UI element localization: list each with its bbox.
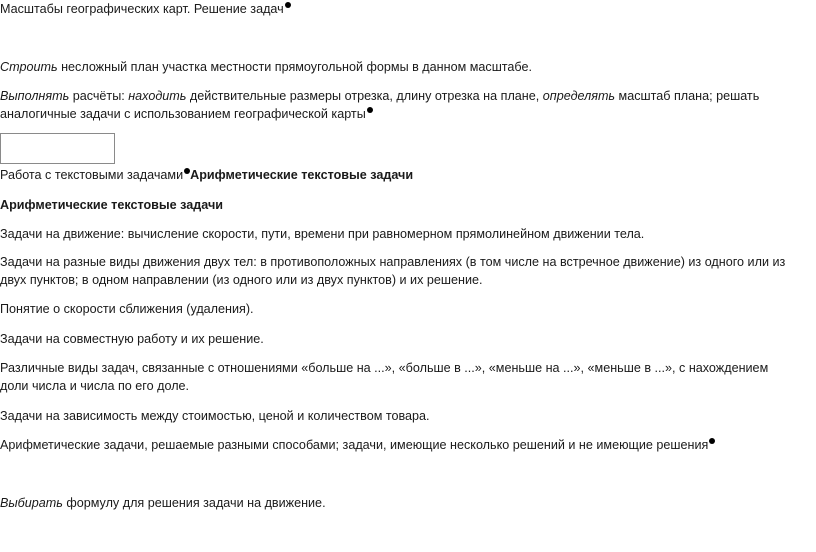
list-item: Задачи на совместную работу и их решение. bbox=[0, 332, 264, 346]
paragraph-choose-formula: Выбирать формулу для решения задачи на движение. bbox=[0, 496, 326, 510]
action-verb: Выполнять bbox=[0, 89, 70, 103]
list-item: Задачи на зависимость между стоимостью, ценой и количеством товара. bbox=[0, 409, 430, 423]
list-item: Задачи на движение: вычисление скорости, пути, времени при равномерном прямолинейном движении тела. bbox=[0, 227, 645, 241]
paragraph-calculations: Выполнять расчёты: находить действительные размеры отрезка, длину отрезка на плане, определять масштаб плана; решать аналогичные задачи с использованием географической карты bbox=[0, 89, 760, 121]
bullet-dot-icon bbox=[367, 107, 373, 113]
bullet-dot-icon bbox=[709, 438, 715, 444]
list-item: Понятие о скорости сближения (удаления). bbox=[0, 302, 254, 316]
list-item: Задачи на разные виды движения двух тел: в противоположных направлениях (в том числе на встречное движение) из одного или из двух пунктов; в одном направлении (из одного или из двух пунктов) и их решение. bbox=[0, 255, 786, 287]
list-item: Различные виды задач, связанные с отношениями «больше на ...», «больше в ...», «меньше на ...», «меньше в ...», с нахождением доли числа и числа по его доле. bbox=[0, 361, 769, 393]
empty-cell-box bbox=[0, 133, 115, 164]
action-verb: Выбирать bbox=[0, 496, 63, 510]
paragraph-build-plan: Строить несложный план участка местности прямоугольной формы в данном масштабе. bbox=[0, 60, 533, 74]
bullet-dot-icon bbox=[285, 2, 291, 8]
section-heading: Арифметические текстовые задачи bbox=[0, 198, 223, 212]
document-title: Масштабы географических карт. Решение задач bbox=[0, 0, 291, 18]
section-line: Работа с текстовыми задачами Арифметические текстовые задачи bbox=[0, 168, 414, 182]
action-verb: Строить bbox=[0, 60, 58, 74]
action-verb: определять bbox=[542, 89, 616, 103]
action-verb: находить bbox=[128, 89, 187, 103]
list-item: Арифметические задачи, решаемые разными способами; задачи, имеющие несколько решений и не имеющие решения bbox=[0, 436, 715, 454]
